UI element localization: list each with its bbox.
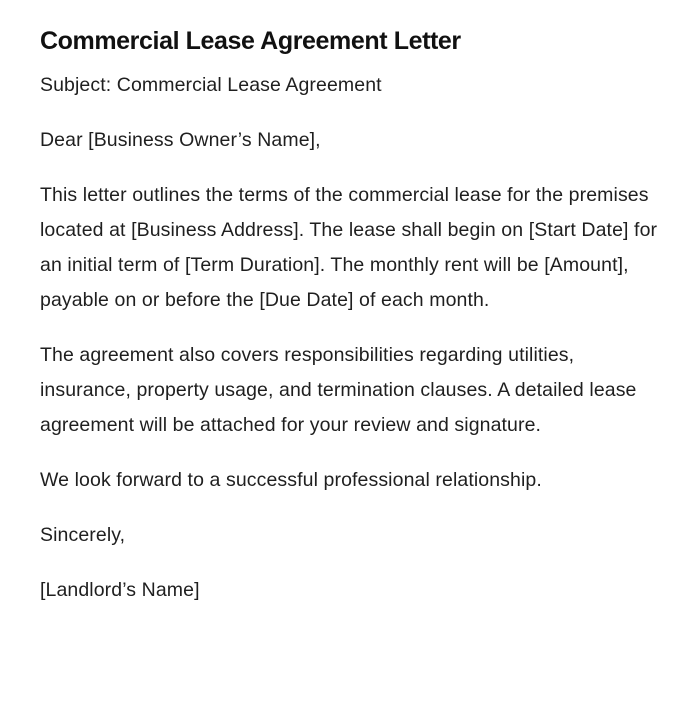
letter-subject: Subject: Commercial Lease Agreement: [40, 74, 382, 96]
letter-body-paragraph-terms: This letter outlines the terms of the commercial lease for the premises located at [Business Address]. The lease shall begin on [Start Date] for an initial term of [Term Duration]. The monthly rent will be [Amount], payable on or before the [Due Date] of each month.: [40, 184, 658, 311]
letter-title: Commercial Lease Agreement Letter: [40, 27, 461, 55]
letter-signoff: Sincerely,: [40, 524, 126, 546]
letter-salutation: Dear [Business Owner’s Name],: [40, 129, 321, 151]
letter-body-paragraph-responsibilities: The agreement also covers responsibilities regarding utilities, insurance, property usage, and termination clauses. A detailed lease agreement will be attached for your review and signature.: [40, 344, 637, 436]
letter-signature: [Landlord’s Name]: [40, 579, 200, 601]
letter-closing-line: We look forward to a successful professional relationship.: [40, 469, 542, 491]
